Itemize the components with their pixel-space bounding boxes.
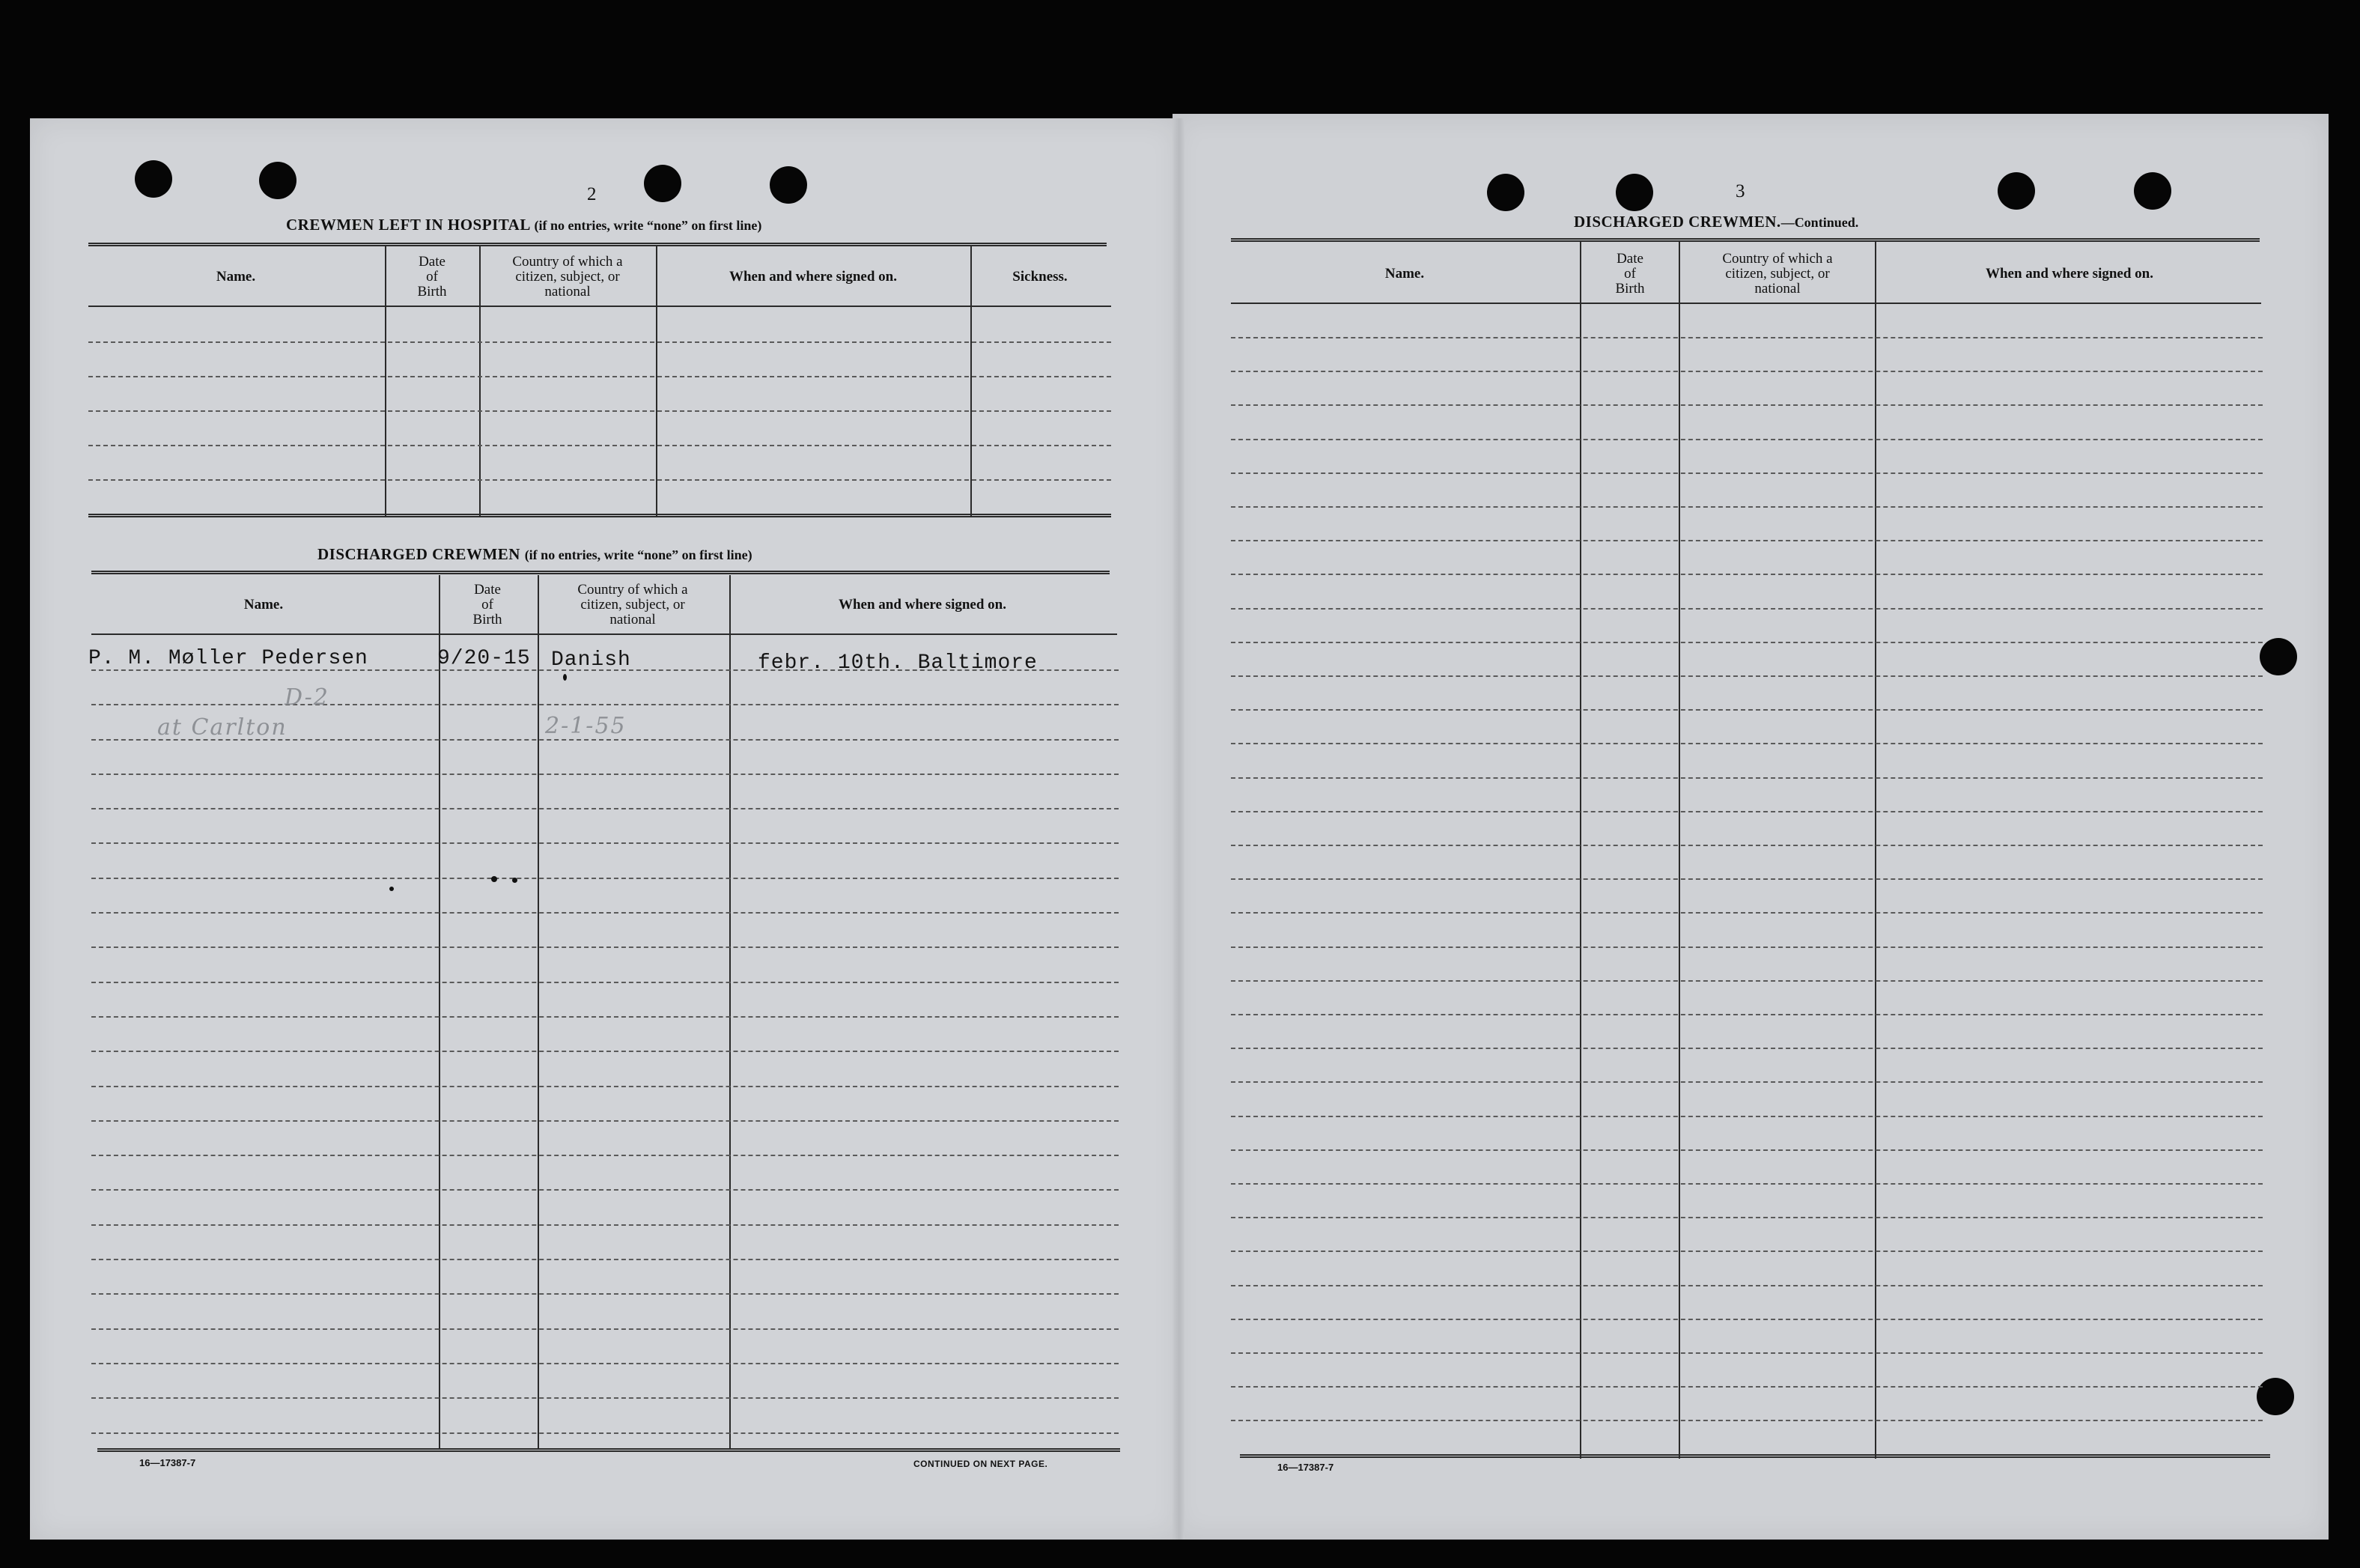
hospital-section-title — [286, 216, 761, 234]
table-row-line — [1231, 439, 2263, 440]
table-row-line — [91, 1120, 1119, 1122]
form-code: 16—17387-7 — [139, 1457, 196, 1468]
hospital-row-line — [88, 445, 1111, 446]
hospital-title: CREWMEN LEFT IN HOSPITAL — [286, 216, 530, 234]
hospital-col-sickness: Sickness. — [1012, 269, 1068, 285]
page-fold — [1174, 118, 1184, 1540]
right-col-country: Country of which a citizen, subject, or national — [1722, 251, 1833, 297]
continued-label: —Continued. — [1780, 215, 1859, 230]
table-row-line — [1231, 608, 2263, 610]
page-number: 2 — [587, 184, 597, 204]
table-row-line — [1231, 1251, 2263, 1252]
hospital-table-bottom-rule — [88, 514, 1111, 517]
table-row-line — [1231, 574, 2263, 575]
entry-dob: 9/20-15 — [437, 647, 531, 670]
ink-speck — [563, 674, 567, 681]
pencil-note: 2-1-55 — [545, 713, 627, 739]
punch-hole — [1487, 174, 1524, 211]
right-col-name: Name. — [1384, 266, 1425, 282]
table-row-line — [1231, 540, 2263, 541]
table-row-line — [91, 1328, 1119, 1330]
punch-hole — [644, 165, 681, 202]
right-col-dob: Date of Birth — [1615, 251, 1645, 297]
right-table-bottom-rule — [1240, 1454, 2270, 1458]
table-row-line — [91, 1397, 1119, 1399]
hospital-table-top-rule — [88, 243, 1107, 246]
discharged-col-divider — [729, 575, 731, 1450]
discharged-table-top-rule — [91, 571, 1110, 574]
discharged-col-divider — [439, 575, 440, 1450]
continued-section-title — [1574, 213, 1858, 231]
discharged-col-country: Country of which a citizen, subject, or national — [577, 582, 688, 627]
table-row-line — [1231, 1081, 2263, 1083]
punch-hole — [2260, 638, 2297, 675]
discharged-col-dob: Date of Birth — [472, 582, 502, 627]
table-row-line — [91, 1016, 1119, 1018]
page-number: 3 — [1736, 181, 1745, 201]
form-code: 16—17387-7 — [1277, 1462, 1334, 1473]
table-row-line — [1231, 371, 2263, 372]
discharged-title: DISCHARGED CREWMEN — [317, 545, 520, 563]
right-table-top-rule — [1231, 238, 2260, 242]
discharged-col-signed: When and where signed on. — [838, 597, 1006, 613]
table-row-line — [1231, 1420, 2263, 1421]
table-row-line — [1231, 878, 2263, 880]
hospital-col-divider — [970, 246, 972, 517]
table-row-line — [1231, 506, 2263, 508]
table-row-line — [1231, 811, 2263, 812]
table-row-line — [1231, 777, 2263, 779]
table-row-line — [1231, 472, 2263, 474]
table-row-line — [1231, 337, 2263, 338]
table-row-line — [1231, 709, 2263, 711]
hospital-col-divider — [385, 246, 386, 517]
punch-hole — [1616, 174, 1653, 211]
hospital-row-line — [88, 341, 1111, 343]
discharged-header-rule — [91, 633, 1117, 635]
hospital-col-divider — [479, 246, 481, 517]
discharged-section-title — [317, 545, 752, 564]
table-row-line — [91, 982, 1119, 983]
table-row-line — [1231, 675, 2263, 677]
ink-speck — [491, 876, 497, 882]
ink-speck — [512, 878, 517, 883]
continued-note: CONTINUED ON NEXT PAGE. — [913, 1459, 1048, 1469]
punch-hole — [770, 166, 807, 204]
table-row-line — [1231, 1386, 2263, 1388]
table-row-line — [1231, 1048, 2263, 1049]
table-row-line — [91, 1189, 1119, 1191]
table-row-line — [91, 1224, 1119, 1226]
table-row-line — [1231, 1183, 2263, 1185]
hospital-col-dob: Date of Birth — [417, 254, 447, 300]
table-row-line — [1231, 1319, 2263, 1320]
ink-speck — [389, 887, 394, 891]
punch-hole — [1998, 172, 2035, 210]
table-row-line — [1231, 1352, 2263, 1354]
hospital-col-name: Name. — [216, 269, 256, 285]
punch-hole — [259, 162, 296, 199]
entry-country: Danish — [551, 648, 631, 672]
hospital-col-country: Country of which a citizen, subject, or national — [512, 254, 623, 300]
discharged-table-bottom-rule — [97, 1448, 1120, 1452]
table-row-line — [1231, 404, 2263, 406]
hospital-row-line — [88, 410, 1111, 412]
entry-name: P. M. Møller Pedersen — [88, 647, 368, 670]
table-row-line — [1231, 845, 2263, 846]
table-row-line — [91, 878, 1119, 879]
table-row-line — [1231, 1116, 2263, 1117]
table-row-line — [91, 842, 1119, 844]
left-page — [30, 118, 1180, 1540]
table-row-line — [1231, 1014, 2263, 1015]
table-row-line — [1231, 1285, 2263, 1286]
table-row-line — [1231, 980, 2263, 982]
hospital-instruction: (if no entries, write “none” on first line) — [534, 218, 762, 233]
punch-hole — [2134, 172, 2171, 210]
discharged-col-name: Name. — [243, 597, 284, 613]
table-row-line — [1231, 1217, 2263, 1218]
right-col-divider — [1580, 241, 1581, 1459]
pencil-note: at Carlton — [157, 714, 288, 741]
table-row-line — [91, 912, 1119, 914]
pencil-note: D-2 — [285, 684, 329, 711]
table-row-line — [91, 1086, 1119, 1087]
punch-hole — [2257, 1378, 2294, 1415]
table-row-line — [91, 704, 1119, 705]
table-row-line — [1231, 743, 2263, 744]
right-col-divider — [1679, 241, 1680, 1459]
table-row-line — [91, 946, 1119, 948]
hospital-col-signed: When and where signed on. — [729, 269, 897, 285]
hospital-row-line — [88, 376, 1111, 377]
table-row-line — [91, 1051, 1119, 1052]
hospital-col-divider — [656, 246, 657, 517]
right-col-signed: When and where signed on. — [1985, 266, 2153, 282]
table-row-line — [91, 1293, 1119, 1295]
table-row-line — [1231, 642, 2263, 643]
entry-signed: febr. 10th. Baltimore — [758, 651, 1038, 675]
table-row-line — [91, 1259, 1119, 1260]
punch-hole — [135, 160, 172, 198]
table-row-line — [91, 808, 1119, 809]
table-row-line — [91, 1155, 1119, 1156]
hospital-header-rule — [88, 306, 1111, 307]
table-row-line — [1231, 946, 2263, 948]
right-page — [1173, 114, 2329, 1540]
hospital-row-line — [88, 479, 1111, 481]
discharged-instruction: (if no entries, write “none” on first line) — [524, 547, 752, 562]
discharged-col-divider — [538, 575, 539, 1450]
table-row-line — [1231, 1149, 2263, 1151]
table-row-line — [91, 1363, 1119, 1364]
right-col-divider — [1875, 241, 1876, 1459]
continued-title: DISCHARGED CREWMEN. — [1574, 213, 1781, 231]
table-row-line — [1231, 912, 2263, 914]
right-header-rule — [1231, 303, 2261, 304]
table-row-line — [91, 1432, 1119, 1434]
table-row-line — [91, 774, 1119, 775]
